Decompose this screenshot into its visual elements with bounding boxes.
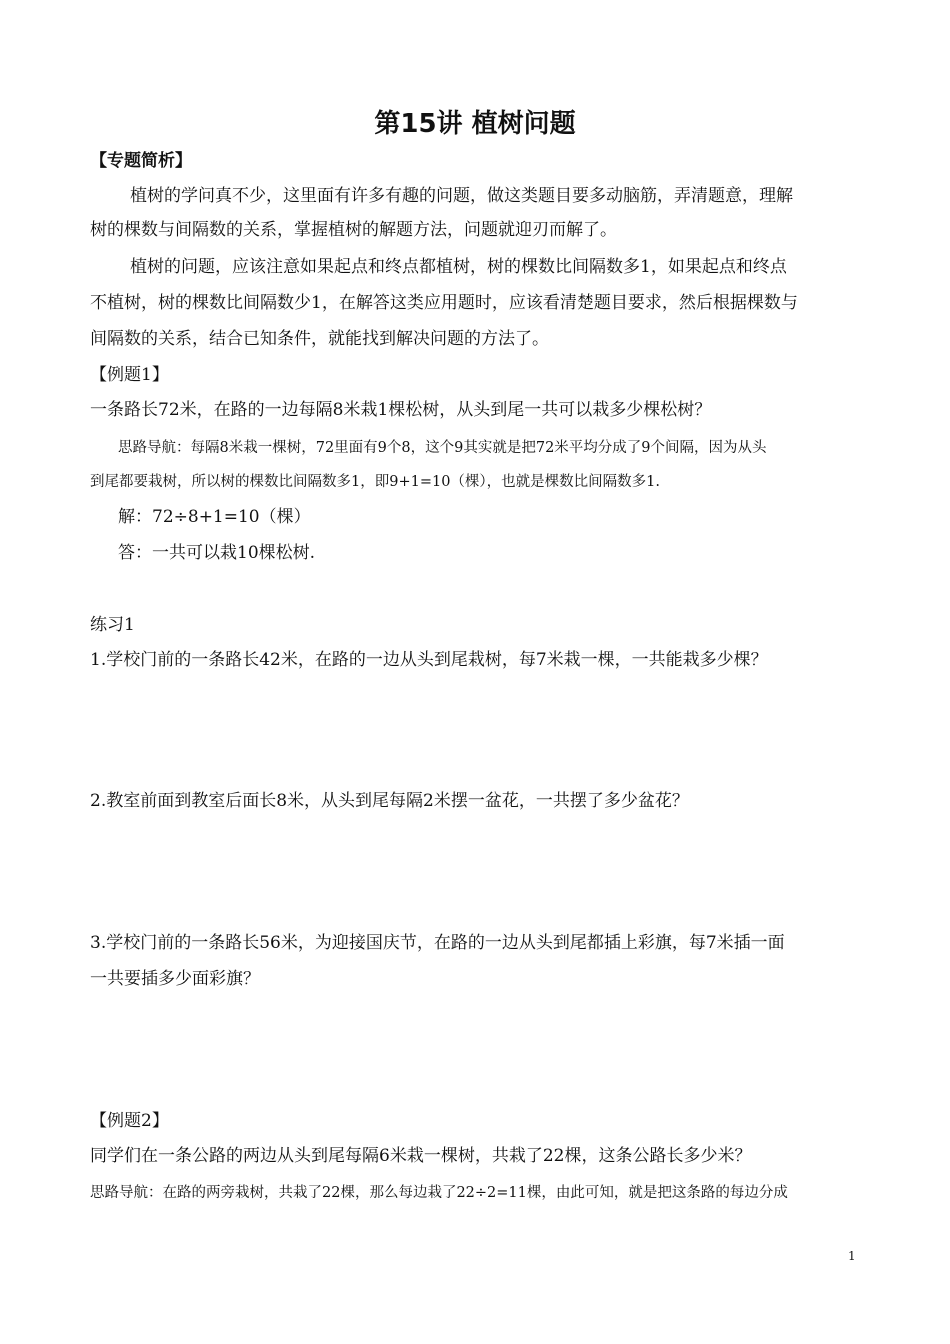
practice-1-question-3-line-2: 一共要插多少面彩旗？ [90, 969, 260, 989]
example-1-hint-line-1: 思路导航：每隔8米栽一棵树，72里面有9个8，这个9其实就是把72米平均分成了9个间隔，因为从头 [118, 440, 767, 456]
example-2-heading: 【例题2】 [90, 1111, 169, 1131]
example-1-question: 一条路长72米，在路的一边每隔8米栽1棵松树，从头到尾一共可以栽多少棵松树？ [90, 400, 712, 420]
page-title: 第15讲 植树问题 [374, 109, 576, 139]
example-2-hint-line-1: 思路导航：在路的两旁栽树，共栽了22棵，那么每边栽了22÷2=11棵，由此可知，就是把这条路的每边分成 [90, 1185, 788, 1201]
intro-paragraph-2-line-3: 间隔数的关系，结合已知条件，就能找到解决问题的方法了。 [90, 329, 549, 349]
example-1-solution: 解：72÷8+1=10（棵） [118, 507, 311, 527]
practice-1-question-1: 1.学校门前的一条路长42米，在路的一边从头到尾栽树，每7米栽一棵，一共能栽多少棵？ [90, 650, 768, 670]
practice-1-question-2: 2.教室前面到教室后面长8米，从头到尾每隔2米摆一盆花，一共摆了多少盆花？ [90, 791, 689, 811]
example-1-heading: 【例题1】 [90, 365, 169, 385]
intro-paragraph-2-line-1: 植树的问题，应该注意如果起点和终点都植树，树的棵数比间隔数多1，如果起点和终点 [130, 257, 787, 277]
example-1-answer: 答：一共可以栽10棵松树. [118, 543, 316, 563]
intro-paragraph-1-line-2: 树的棵数与间隔数的关系，掌握植树的解题方法，问题就迎刃而解了。 [90, 220, 617, 240]
intro-paragraph-1-line-1: 植树的学问真不少，这里面有许多有趣的问题，做这类题目要多动脑筋，弄清题意，理解 [130, 186, 793, 206]
practice-1-heading: 练习1 [90, 615, 135, 635]
page-number: 1 [848, 1249, 856, 1263]
intro-heading: 【专题简析】 [90, 151, 192, 171]
example-2-question: 同学们在一条公路的两边从头到尾每隔6米栽一棵树，共栽了22棵，这条公路长多少米？ [90, 1146, 752, 1166]
practice-1-question-3-line-1: 3.学校门前的一条路长56米，为迎接国庆节，在路的一边从头到尾都插上彩旗，每7米插一面 [90, 933, 785, 953]
intro-paragraph-2-line-2: 不植树，树的棵数比间隔数少1，在解答这类应用题时，应该看清楚题目要求，然后根据棵数与 [90, 293, 798, 313]
example-1-hint-line-2: 到尾都要栽树，所以树的棵数比间隔数多1，即9+1=10（棵），也就是棵数比间隔数多1. [90, 474, 661, 490]
